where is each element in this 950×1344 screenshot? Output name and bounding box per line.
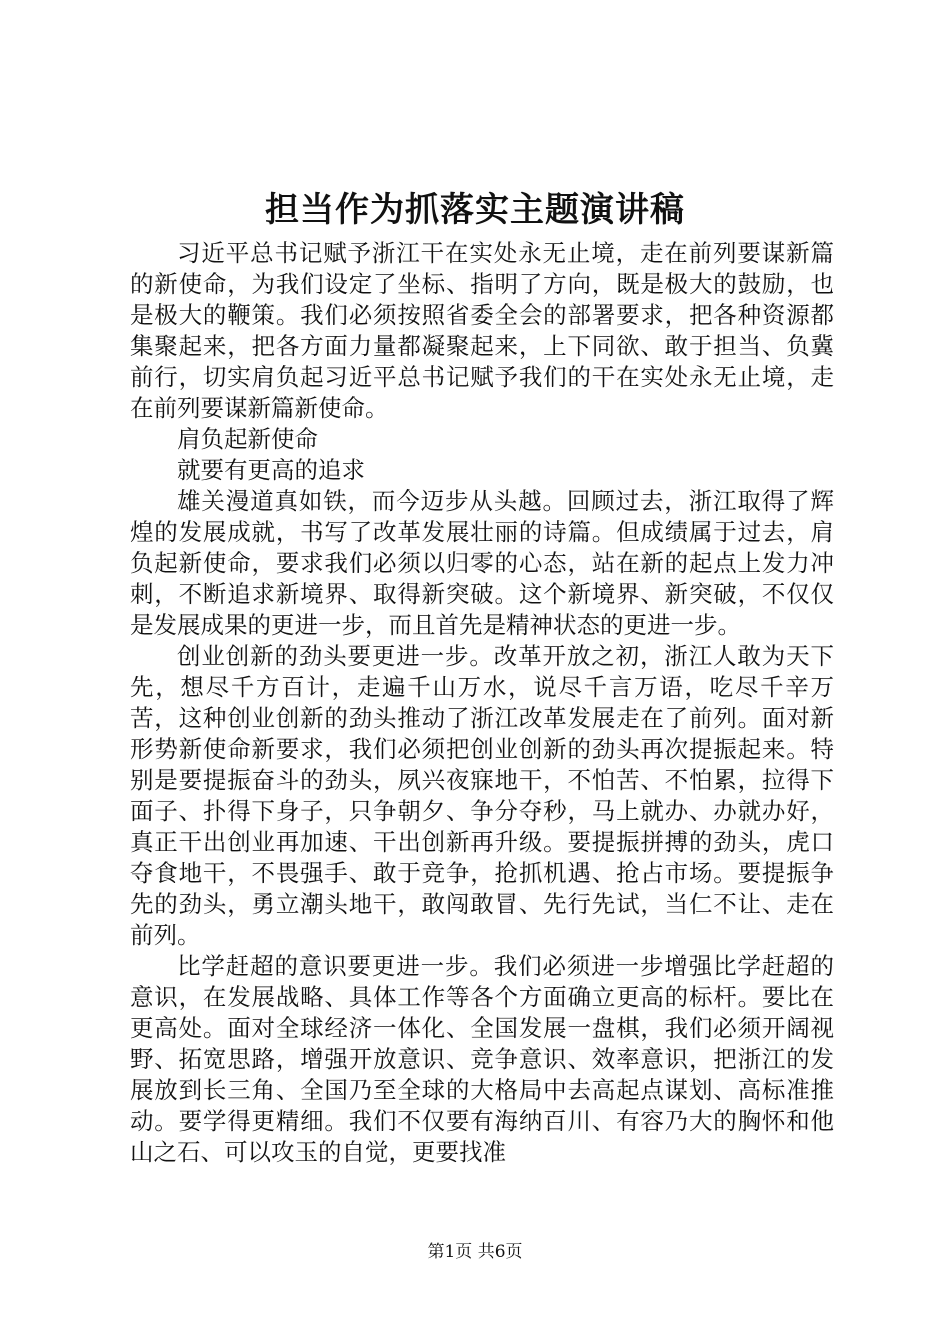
section-heading: 就要有更高的追求 [177, 456, 365, 484]
document-title: 担当作为抓落实主题演讲稿 [265, 190, 685, 230]
section-heading: 肩负起新使命 [177, 425, 318, 453]
document-body [130, 238, 834, 1168]
paragraph: 习近平总书记赋予浙江干在实处永无止境，走在前列要谋新篇的新使命，为我们设定了坐标、指明了方向，既是极大的鼓励，也是极大的鞭策。我们必须按照省委全会的部署要求，把各种资源都集聚起来，把各方面力量都凝聚起来，上下同欲、敢于担当、负冀前行，切实肩负起习近平总书记赋予我们的干在实处永无止境，走在前列要谋新篇新使命。 [130, 239, 834, 422]
paragraph: 创业创新的劲头要更进一步。改革开放之初，浙江人敢为天下先，想尽千方百计，走遍千山万水，说尽千言万语，吃尽千辛万苦，这种创业创新的劲头推动了浙江改革发展走在了前列。面对新形势新使命新要求，我们必须把创业创新的劲头再次提振起来。特别是要提振奋斗的劲头，夙兴夜寐地干，不怕苦、不怕累，拉得下面子、扑得下身子，只争朝夕、争分夺秒，马上就办、办就办好，真正干出创业再加速、干出创新再升级。要提振拼搏的劲头，虎口夺食地干，不畏强手、敢于竞争，抢抓机遇、抢占市场。要提振争先的劲头，勇立潮头地干，敢闯敢冒、先行先试，当仁不让、走在前列。 [130, 642, 834, 949]
paragraph: 雄关漫道真如铁，而今迈步从头越。回顾过去，浙江取得了辉煌的发展成就，书写了改革发展壮丽的诗篇。但成绩属于过去，肩负起新使命，要求我们必须以归零的心态，站在新的起点上发力冲刺，不断追求新境界、取得新突破。这个新境界、新突破，不仅仅是发展成果的更进一步，而且首先是精神状态的更进一步。 [130, 487, 834, 639]
paragraph: 比学赶超的意识要更进一步。我们必须进一步增强比学赶超的意识，在发展战略、具体工作等各个方面确立更高的标杆。要比在更高处。面对全球经济一体化、全国发展一盘棋，我们必须开阔视野、拓宽思路，增强开放意识、竞争意识、效率意识，把浙江的发展放到长三角、全国乃至全球的大格局中去高起点谋划、高标准推动。要学得更精细。我们不仅要有海纳百川、有容乃大的胸怀和他山之石、可以攻玉的自觉，更要找准 [130, 952, 834, 1166]
page-number-footer: 第1页 共6页 [427, 1242, 523, 1262]
